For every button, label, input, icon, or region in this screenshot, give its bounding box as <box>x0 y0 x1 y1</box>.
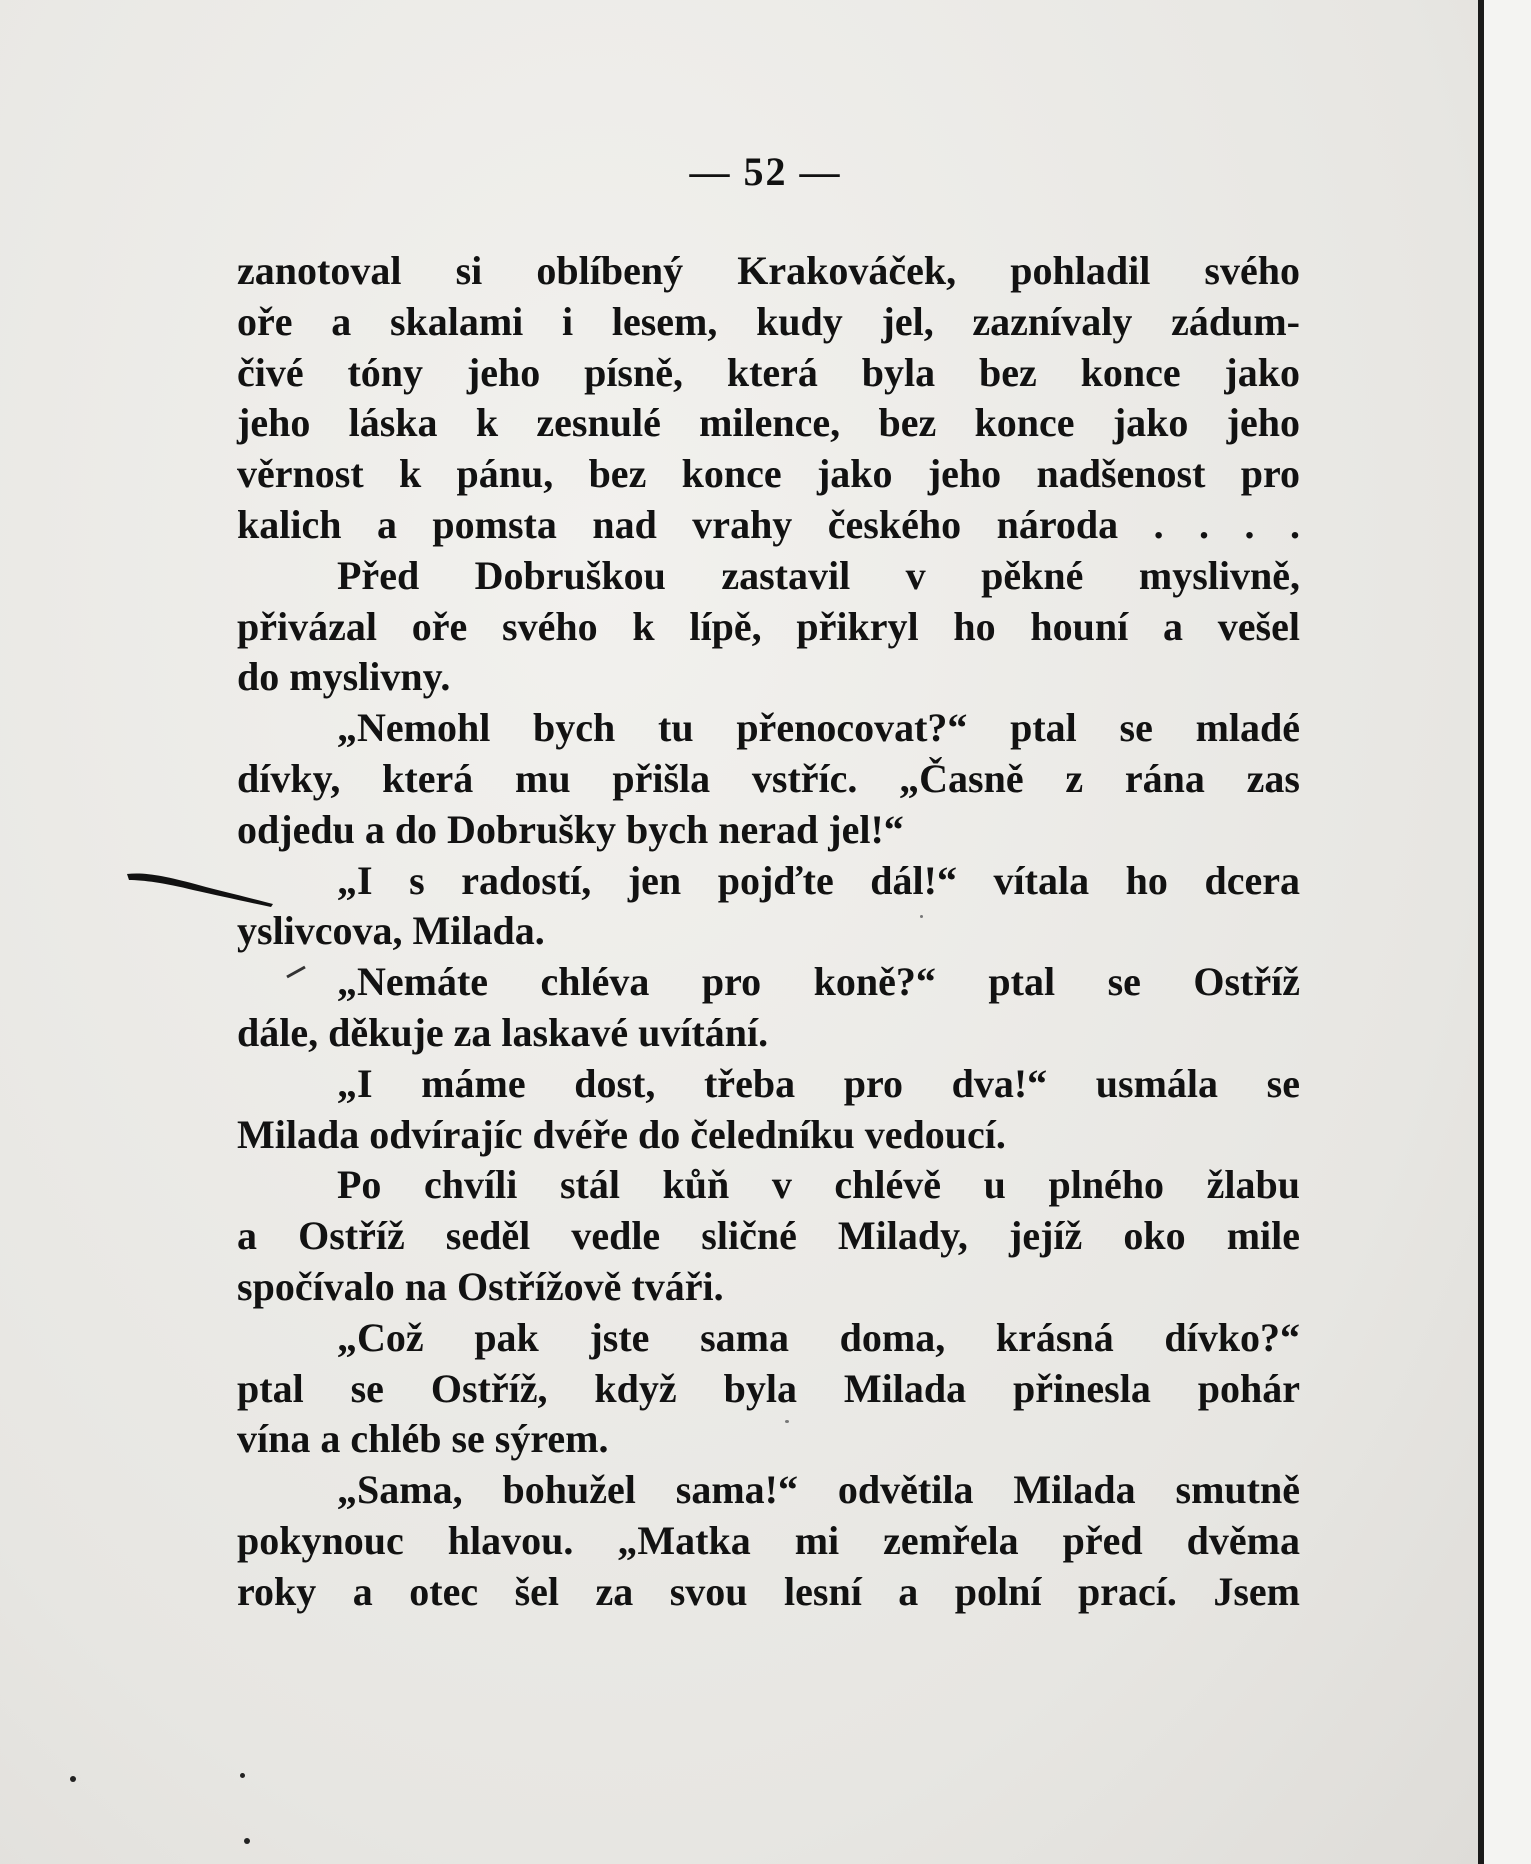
text-line: Po chvíli stál kůň v chlévě u plného žlabu <box>337 1162 1300 1208</box>
text-line: zanotoval si oblíbený Krakováček, pohladil svého <box>237 248 1300 293</box>
text-line: spočívalo na Ostřížově tváři. <box>237 1263 724 1309</box>
text-line: Před Dobruškou zastavil v pěkné myslivně, <box>337 552 1300 598</box>
ink-speck <box>70 1776 76 1782</box>
text-line: „Nemohl bych tu přenocovat?“ ptal se mladé <box>337 705 1300 751</box>
text-line: vína a chléb se sýrem. <box>237 1416 609 1462</box>
text-line: a Ostříž seděl vedle sličné Milady, jejíž oko mile <box>237 1213 1300 1259</box>
text-line: čivé tóny jeho písně, která byla bez konce jako <box>237 349 1300 395</box>
page-number: — 52 — <box>689 149 842 194</box>
ink-speck <box>785 1420 789 1423</box>
text-line: kalich a pomsta nad vrahy českého národa . . . . <box>237 501 1300 547</box>
text-line: roky a otec šel za svou lesní a polní prací. Jsem <box>237 1568 1300 1614</box>
text-line: oře a skalami i lesem, kudy jel, zaznívaly zádum- <box>237 298 1300 344</box>
text-line: „Nemáte chléva pro koně?“ ptal se Ostříž <box>337 959 1300 1005</box>
text-line: do myslivny. <box>237 654 451 700</box>
ink-speck <box>240 1773 245 1778</box>
text-line: věrnost k pánu, bez konce jako jeho nadšenost pro <box>237 451 1300 497</box>
body-text <box>237 246 1300 1618</box>
text-line: „Což pak jste sama doma, krásná dívko?“ <box>337 1314 1300 1360</box>
text-line: yslivcova, Milada. <box>237 908 545 954</box>
text-line: ptal se Ostříž, když byla Milada přinesla pohár <box>237 1365 1300 1411</box>
ink-tick-mark <box>285 965 307 979</box>
text-line: „I s radostí, jen pojďte dál!“ vítala ho dcera <box>337 857 1300 903</box>
ink-stroke-mark <box>125 868 275 908</box>
text-line: přivázal oře svého k lípě, přikryl ho houní a vešel <box>237 603 1300 649</box>
text-line: pokynouc hlavou. „Matka mi zemřela před dvěma <box>237 1517 1300 1563</box>
ink-speck <box>244 1838 250 1844</box>
text-line: „I máme dost, třeba pro dva!“ usmála se <box>337 1060 1300 1106</box>
text-line: dále, děkuje za laskavé uvítání. <box>237 1009 769 1055</box>
text-line: dívky, která mu přišla vstříc. „Časně z rána zas <box>237 755 1300 801</box>
scan-background <box>1484 0 1531 1864</box>
text-line: odjedu a do Dobrušky bych nerad jel!“ <box>237 806 904 852</box>
text-line: Milada odvírajíc dvéře do čeledníku vedoucí. <box>237 1111 1006 1157</box>
ink-speck <box>920 915 923 918</box>
text-line: „Sama, bohužel sama!“ odvětila Milada smutně <box>337 1467 1300 1513</box>
text-line: jeho láska k zesnulé milence, bez konce jako jeho <box>237 400 1300 446</box>
